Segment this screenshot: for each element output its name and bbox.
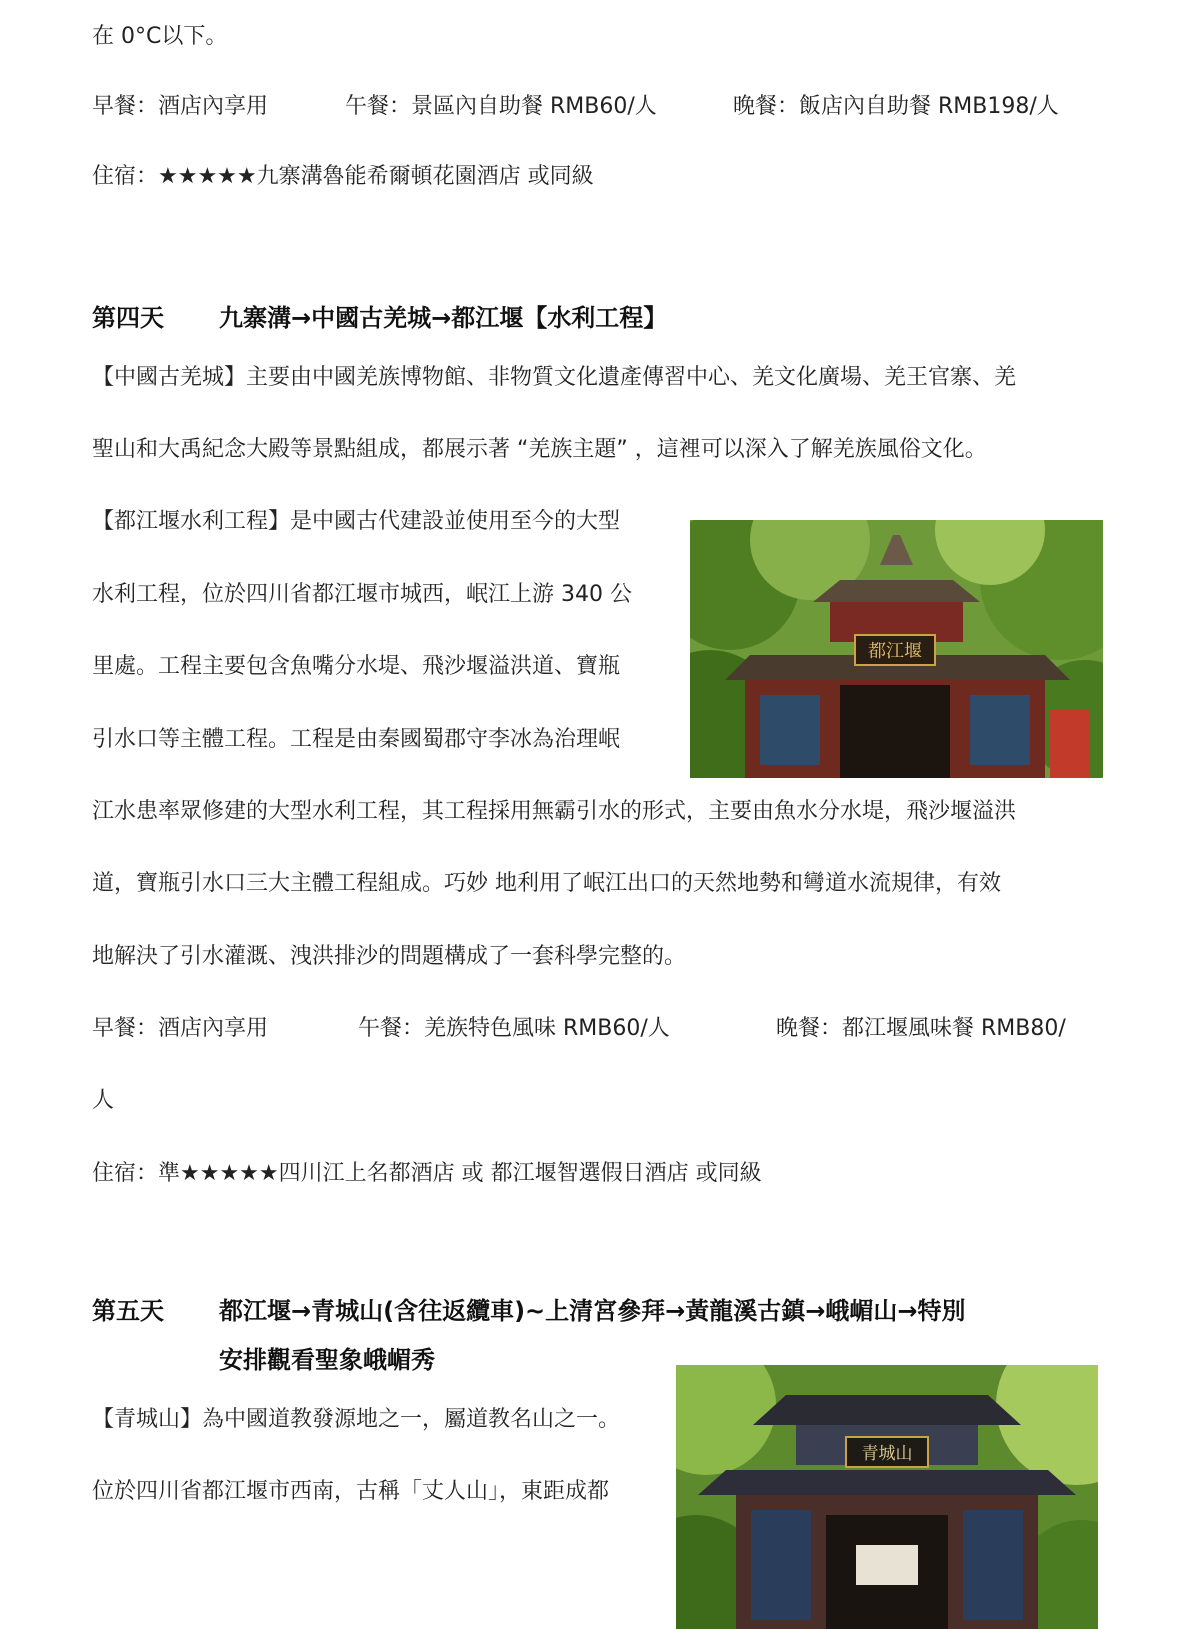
day4-para1-line1: 【中國古羌城】主要由中國羌族博物館、非物質文化遺產傳習中心、羌文化廣場、羌王官寨、羌 — [92, 365, 1017, 390]
dujiangyan-plaque-text: 都江堰 — [868, 641, 922, 662]
day3-lunch: 午餐：景區內自助餐 RMB60/人 — [345, 94, 657, 119]
day3-lodging: 住宿：★★★★★九寨溝魯能希爾頓花園酒店 或同級 — [92, 164, 594, 189]
day4-route: 九寨溝→中國古羌城→都江堰【水利工程】 — [219, 304, 668, 332]
day4-para2-line5: 江水患率眾修建的大型水利工程，其工程採用無霸引水的形式，主要由魚水分水堤，飛沙堰溢洪 — [92, 799, 1017, 824]
day4-para1-line2: 聖山和大禹紀念大殿等景點組成，都展示著 “羌族主題” ，這裡可以深入了解羌族風俗文化。 — [92, 437, 987, 462]
day4-para2-line7: 地解決了引水灌溉、洩洪排沙的問題構成了一套科學完整的。 — [92, 944, 687, 969]
day4-para2-line1: 【都江堰水利工程】是中國古代建設並使用至今的大型 — [92, 509, 621, 534]
day5-route-line2: 安排觀看聖象峨嵋秀 — [219, 1346, 435, 1374]
day4-lunch: 午餐：羌族特色風味 RMB60/人 — [358, 1016, 670, 1041]
day4-para2-line3: 里處。工程主要包含魚嘴分水堤、飛沙堰溢洪道、寶瓶 — [92, 654, 621, 679]
temperature-line: 在 0°C以下。 — [92, 24, 228, 49]
day5-route-line1: 都江堰→青城山(含往返纜車)~上清宮參拜→黃龍溪古鎮→峨嵋山→特別 — [219, 1297, 966, 1325]
day3-breakfast: 早餐：酒店內享用 — [92, 94, 269, 119]
dujiangyan-gate-photo — [690, 520, 1103, 778]
day4-lodging: 住宿：準★★★★★四川江上名都酒店 或 都江堰智選假日酒店 或同級 — [92, 1161, 762, 1186]
day4-breakfast: 早餐：酒店內享用 — [92, 1016, 269, 1041]
day4-para2-line6: 道，寶瓶引水口三大主體工程組成。巧妙 地利用了岷江出口的天然地勢和彎道水流規律，有效 — [92, 871, 1001, 896]
day4-para2-line2: 水利工程，位於四川省都江堰市城西，岷江上游 340 公 — [92, 582, 632, 607]
day5-label: 第五天 — [92, 1297, 164, 1325]
qingcheng-gate-photo — [676, 1365, 1098, 1629]
day4-dinner-wrap: 人 — [92, 1088, 115, 1113]
qingcheng-plaque-text: 青城山 — [861, 1444, 913, 1464]
day5-para1-line1: 【青城山】為中國道教發源地之一，屬道教名山之一。 — [92, 1407, 621, 1432]
day5-para1-line2: 位於四川省都江堰市西南，古稱「丈人山」，東距成都 — [92, 1479, 610, 1504]
day4-label: 第四天 — [92, 304, 164, 332]
day4-dinner: 晚餐：都江堰風味餐 RMB80/ — [776, 1016, 1066, 1041]
day4-para2-line4: 引水口等主體工程。工程是由秦國蜀郡守李冰為治理岷 — [92, 727, 621, 752]
day3-dinner: 晚餐：飯店內自助餐 RMB198/人 — [733, 94, 1059, 119]
